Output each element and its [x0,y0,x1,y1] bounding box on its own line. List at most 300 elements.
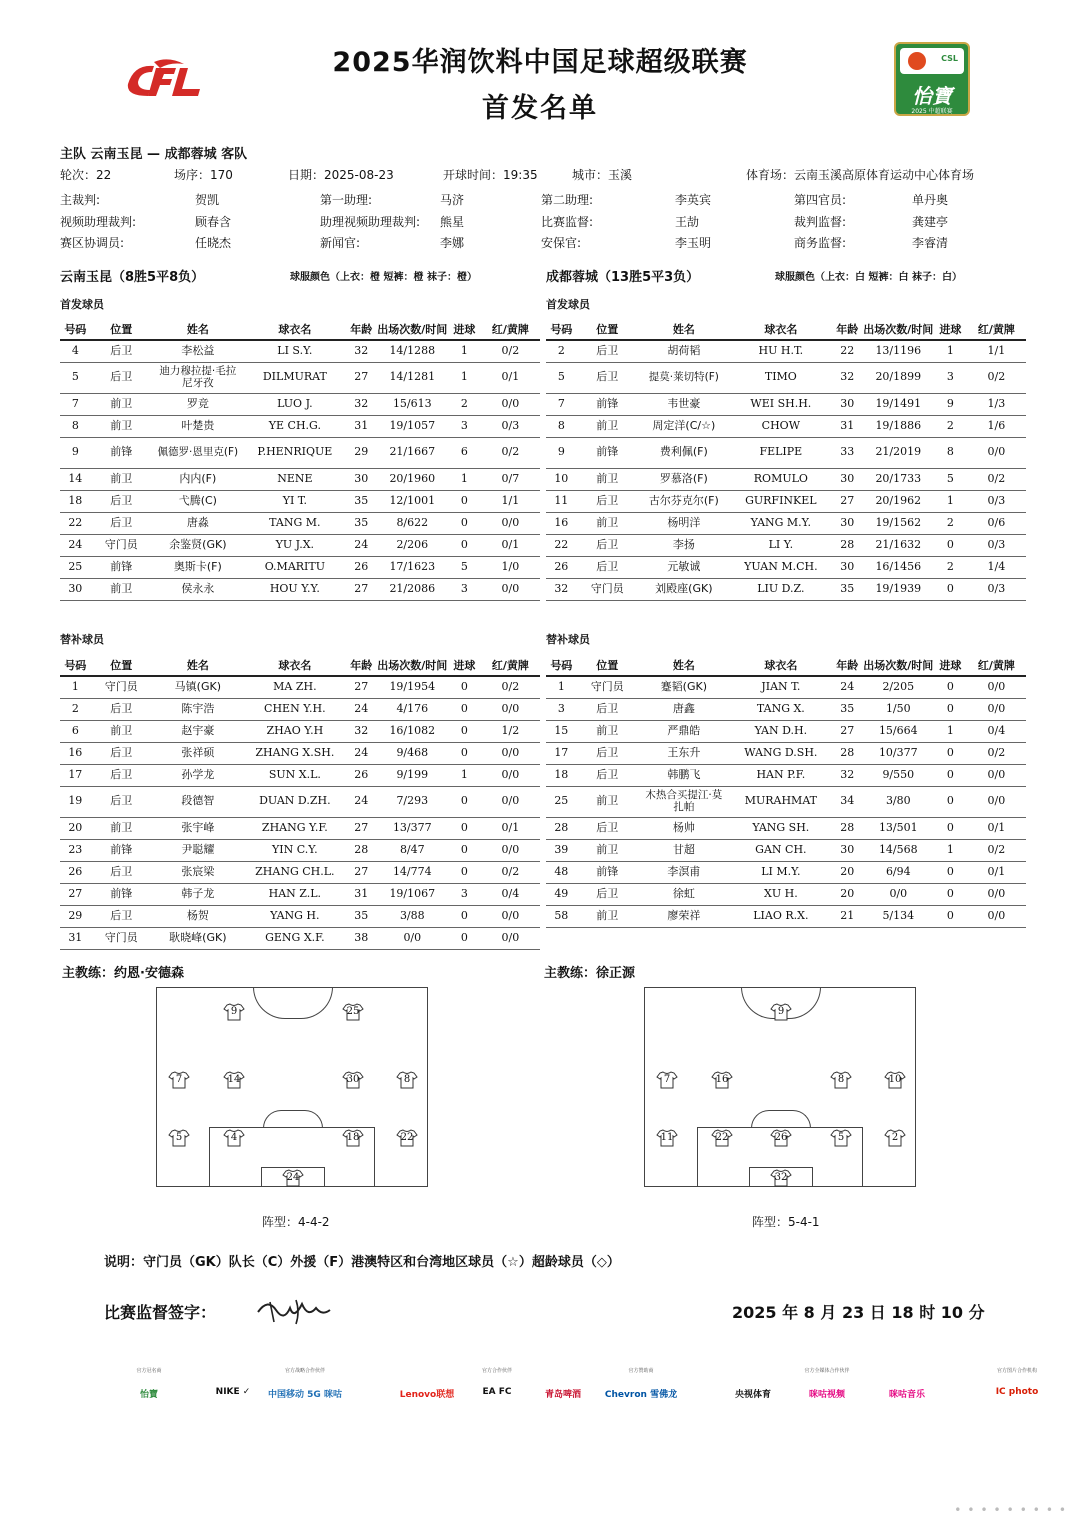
table-cell: 20/1960 [377,468,449,490]
table-cell: 后卫 [91,362,152,393]
table-cell: 27 [346,817,377,839]
table-cell: 1 [934,340,967,362]
table-cell: 2 [934,512,967,534]
table-cell: 0/0 [967,905,1026,927]
table-cell: GURFINKEL [730,490,832,512]
table-row [546,362,1026,393]
player-jersey-icon [770,1129,792,1147]
table-row [546,764,1026,786]
table-cell: 张宇峰 [152,817,244,839]
table-cell: 后卫 [577,742,638,764]
table-cell: 唐鑫 [638,698,730,720]
table-row [546,468,1026,490]
table-cell: 0/0 [481,578,540,600]
table-cell: 甘超 [638,839,730,861]
table-cell: XU H. [730,883,832,905]
table-cell: 32 [832,362,863,393]
column-header: 年龄 [346,318,377,340]
sponsor-logo: NIKE ✓ [215,1387,251,1397]
table-cell: 0/1 [481,534,540,556]
table-cell: 26 [546,556,577,578]
table-cell: FELIPE [730,437,832,468]
table-cell: 1/6 [967,415,1026,437]
home-kit-colors: 球服颜色（上衣：橙 短裤：橙 袜子：橙） [290,272,477,283]
table-cell: 19/1886 [863,415,935,437]
table-cell: 6 [60,720,91,742]
player-jersey-icon [342,1071,364,1089]
player-number: 8 [837,1074,845,1085]
table-cell: 2/206 [377,534,449,556]
table-cell: GENG X.F. [244,927,346,949]
official-label: 商务监督: [794,236,847,250]
table-cell: 35 [832,578,863,600]
table-cell: 18 [60,490,91,512]
table-cell: 0 [934,905,967,927]
table-cell: 7 [546,393,577,415]
table-cell: 1 [448,340,481,362]
table-cell: 21/1667 [377,437,449,468]
table-cell: 27 [346,676,377,698]
table-cell: 1 [546,676,577,698]
table-cell: 1/1 [481,490,540,512]
table-cell: MA ZH. [244,676,346,698]
table-cell: 0/0 [863,883,935,905]
table-cell: 0/0 [967,676,1026,698]
column-header: 出场次数/时间 [863,654,935,676]
table-row [546,340,1026,362]
table-cell: 7/293 [377,786,449,817]
table-cell: 0/0 [481,698,540,720]
table-row [60,720,540,742]
table-cell: 26 [60,861,91,883]
player-jersey-icon [223,1003,245,1021]
table-cell: 后卫 [577,556,638,578]
player-jersey-icon [884,1129,906,1147]
table-cell: 李松益 [152,340,244,362]
table-cell: 后卫 [577,340,638,362]
table-cell: JIAN T. [730,676,832,698]
table-cell: 49 [546,883,577,905]
match-date: 日期：2025-08-23 [288,168,394,182]
sponsor-logo: 咪咕视频 [808,1390,845,1400]
table-cell: 38 [346,927,377,949]
table-cell: 守门员 [577,578,638,600]
player-jersey-icon [223,1129,245,1147]
table-cell: 王东升 [638,742,730,764]
table-cell: 35 [832,698,863,720]
table-cell: 0/0 [967,883,1026,905]
table-cell: 30 [832,393,863,415]
table-cell: 10/377 [863,742,935,764]
table-cell: 22 [546,534,577,556]
table-cell: 前卫 [577,786,638,817]
column-header: 出场次数/时间 [377,318,449,340]
table-cell: 31 [346,415,377,437]
table-cell: 叶楚贵 [152,415,244,437]
official-name: 任晓杰 [195,236,232,250]
table-cell: 3 [448,578,481,600]
table-cell: 后卫 [91,490,152,512]
table-cell: MURAHMAT [730,786,832,817]
kickoff-time: 开球时间：19:35 [443,168,538,182]
table-cell: 后卫 [91,340,152,362]
column-header: 位置 [91,654,152,676]
table-row [60,362,540,393]
table-cell: 25 [546,786,577,817]
table-cell: 32 [832,764,863,786]
column-header: 球衣名 [730,318,832,340]
table-cell: 0/1 [481,362,540,393]
table-cell: 前卫 [577,512,638,534]
table-cell: 1 [448,362,481,393]
table-cell: 28 [832,534,863,556]
table-cell: YAN D.H. [730,720,832,742]
official-name: 李睿清 [912,236,949,250]
table-cell: 19/1939 [863,578,935,600]
player-number: 22 [400,1132,414,1143]
table-cell: 1 [934,839,967,861]
table-cell: 后卫 [91,698,152,720]
table-cell: 32 [546,578,577,600]
table-cell: 赵宇豪 [152,720,244,742]
table-cell: 后卫 [91,764,152,786]
player-jersey-icon [830,1129,852,1147]
table-cell: 6/94 [863,861,935,883]
table-row [546,883,1026,905]
table-row [546,415,1026,437]
csl-ball-icon [908,52,926,70]
column-header: 球衣名 [244,318,346,340]
table-cell: 孙学龙 [152,764,244,786]
table-cell: 27 [346,861,377,883]
table-row [60,764,540,786]
home-starters-label: 首发球员 [60,298,104,311]
official-label: 裁判监督: [794,215,847,229]
table-cell: 13/377 [377,817,449,839]
table-cell: 罗慕洛(F) [638,468,730,490]
official-label: 赛区协调员: [60,236,125,250]
table-cell: 31 [346,883,377,905]
player-number: 7 [175,1074,183,1085]
table-cell: 27 [346,362,377,393]
table-cell: 守门员 [91,534,152,556]
table-cell: 前卫 [91,817,152,839]
table-cell: 0 [448,927,481,949]
table-cell: 0 [934,742,967,764]
table-cell: 前卫 [91,393,152,415]
table-cell: 后卫 [91,905,152,927]
table-cell: 30 [832,512,863,534]
table-cell: 0 [448,839,481,861]
table-cell: 元敏诚 [638,556,730,578]
table-cell: LI M.Y. [730,861,832,883]
player-number: 10 [888,1074,902,1085]
table-cell: 0/2 [481,340,540,362]
table-cell: 佩德罗·恩里克(F) [152,437,244,468]
table-cell: 27 [832,490,863,512]
table-row [60,512,540,534]
table-cell: ZHANG Y.F. [244,817,346,839]
table-row [546,393,1026,415]
table-cell: 2 [934,556,967,578]
table-cell: 前卫 [91,578,152,600]
table-cell: 0/3 [481,415,540,437]
table-cell: 13/1196 [863,340,935,362]
home-formation: 阵型：4-4-2 [262,1215,330,1229]
table-cell: 张祥硕 [152,742,244,764]
table-cell: 10 [546,468,577,490]
table-cell: CHEN Y.H. [244,698,346,720]
table-cell: 8 [934,437,967,468]
table-cell: 3 [934,362,967,393]
table-cell: 3/80 [863,786,935,817]
table-cell: 12/1001 [377,490,449,512]
table-cell: 24 [832,676,863,698]
table-row [60,861,540,883]
table-row [546,512,1026,534]
table-cell: 后卫 [577,764,638,786]
table-cell: 前卫 [91,720,152,742]
table-cell: 20/1962 [863,490,935,512]
table-cell: 0 [934,698,967,720]
sponsor-logo: 央视体育 [734,1390,771,1400]
column-header: 球衣名 [244,654,346,676]
table-cell: 费利佩(F) [638,437,730,468]
table-cell: 0/2 [967,742,1026,764]
official-name: 李娜 [440,236,465,250]
table-cell: 0 [448,817,481,839]
table-cell: 0/0 [967,764,1026,786]
table-cell: LIU D.Z. [730,578,832,600]
table-cell: 2/205 [863,676,935,698]
table-row [60,578,540,600]
table-row [546,839,1026,861]
column-header: 年龄 [832,654,863,676]
table-cell: 15 [546,720,577,742]
table-cell: HAN Z.L. [244,883,346,905]
table-cell: NENE [244,468,346,490]
table-cell: ZHANG X.SH. [244,742,346,764]
column-header: 红/黄牌 [967,654,1026,676]
column-header: 号码 [60,654,91,676]
table-cell: 8 [60,415,91,437]
player-jersey-icon [770,1169,792,1187]
sponsor-role: 官方赞助商 [628,1368,654,1374]
table-cell: 1/3 [967,393,1026,415]
table-cell: 守门员 [577,676,638,698]
table-cell: 韩子龙 [152,883,244,905]
table-cell: 段德智 [152,786,244,817]
table-cell: 16/1082 [377,720,449,742]
table-cell: YI T. [244,490,346,512]
table-cell: 15/664 [863,720,935,742]
table-cell: 27 [60,883,91,905]
table-cell: 0 [448,742,481,764]
table-cell: YANG H. [244,905,346,927]
table-cell: ZHANG CH.L. [244,861,346,883]
player-jersey-icon [223,1071,245,1089]
table-cell: 守门员 [91,676,152,698]
penalty-arc [751,1110,811,1128]
player-number: 5 [175,1132,183,1143]
table-cell: 3 [546,698,577,720]
table-cell: 唐淼 [152,512,244,534]
player-number: 14 [227,1074,241,1085]
official-name: 单丹奥 [912,193,949,207]
table-cell: 前卫 [577,720,638,742]
legend-note: 说明：守门员（GK）队长（C）外援（F）港澳特区和台湾地区球员（☆）超龄球员（◇） [104,1255,620,1270]
table-row [60,742,540,764]
table-cell: 33 [832,437,863,468]
table-cell: P.HENRIQUE [244,437,346,468]
official-label: 第一助理: [320,193,373,207]
table-row [60,393,540,415]
page-title: 2025华润饮料中国足球超级联赛 [332,47,748,78]
home-coach: 主教练：约恩·安德森 [62,966,184,981]
column-header: 位置 [91,318,152,340]
table-cell: 1/4 [967,556,1026,578]
away-formation-pitch [644,987,916,1187]
table-cell: 39 [546,839,577,861]
table-cell: 24 [60,534,91,556]
sponsor-logo: 中国移动 5G 咪咕 [268,1390,342,1400]
table-cell: 34 [832,786,863,817]
sponsor-role: 官方战略合作伙伴 [284,1368,325,1374]
table-cell: 13/501 [863,817,935,839]
table-cell: 0/2 [967,468,1026,490]
official-name: 顾春含 [195,215,232,229]
column-header: 号码 [546,318,577,340]
table-cell: 后卫 [91,742,152,764]
table-cell: 0/0 [481,786,540,817]
player-number: 25 [346,1006,360,1017]
home-subs-table [60,654,540,950]
table-cell: 1/1 [967,340,1026,362]
table-cell: O.MARITU [244,556,346,578]
column-header: 姓名 [152,318,244,340]
table-cell: SUN X.L. [244,764,346,786]
table-cell: 韦世豪 [638,393,730,415]
table-row [60,534,540,556]
player-number: 18 [346,1132,360,1143]
table-cell: 0 [448,676,481,698]
csl-brand: 怡寶 [912,84,952,108]
sponsor-logo: 咪咕音乐 [888,1390,925,1400]
official-name: 李英宾 [675,193,712,207]
table-cell: 9/199 [377,764,449,786]
table-row [546,437,1026,468]
table-cell: 0/1 [967,861,1026,883]
table-cell: 9 [546,437,577,468]
table-cell: LIAO R.X. [730,905,832,927]
table-cell: 58 [546,905,577,927]
table-cell: 30 [832,839,863,861]
table-row [546,490,1026,512]
table-cell: LI S.Y. [244,340,346,362]
table-row [60,556,540,578]
table-cell: 前锋 [91,839,152,861]
column-header: 位置 [577,654,638,676]
table-row [546,534,1026,556]
table-header-row [546,318,1026,340]
table-cell: 0/0 [481,839,540,861]
official-label: 视频助理裁判: [60,215,137,229]
away-team-name: 成都蓉城（13胜5平3负） [546,270,700,285]
table-cell: 0/2 [481,437,540,468]
table-cell: 前锋 [91,556,152,578]
table-row [546,817,1026,839]
home-starters-table [60,318,540,601]
table-cell: 杨帅 [638,817,730,839]
table-cell: 1/0 [481,556,540,578]
player-jersey-icon [884,1071,906,1089]
table-cell: 前卫 [91,415,152,437]
match-number: 场序：170 [174,168,233,182]
table-cell: 32 [346,340,377,362]
table-cell: 26 [346,764,377,786]
table-cell: 6 [448,437,481,468]
table-cell: 前卫 [577,839,638,861]
table-cell: 后卫 [577,534,638,556]
table-cell: 0 [934,817,967,839]
table-cell: 3 [448,883,481,905]
table-cell: 后卫 [577,362,638,393]
signature-datetime: 2025 年 8 月 23 日 18 时 10 分 [732,1303,985,1322]
table-cell: 24 [346,534,377,556]
table-cell: 罗竞 [152,393,244,415]
player-number: 26 [774,1132,788,1143]
table-cell: 8/47 [377,839,449,861]
table-cell: 20/1733 [863,468,935,490]
table-cell: 0 [448,720,481,742]
player-number: 16 [715,1074,729,1085]
table-cell: 张宸梁 [152,861,244,883]
sponsor-role: 官方图片合作机构 [996,1368,1037,1374]
table-cell: 15/613 [377,393,449,415]
table-cell: 27 [832,720,863,742]
table-cell: 0/0 [967,437,1026,468]
table-cell: 21/2086 [377,578,449,600]
table-cell: 20 [832,861,863,883]
table-cell: 14 [60,468,91,490]
column-header: 进球 [448,318,481,340]
table-cell: 杨明洋 [638,512,730,534]
sponsor-logo: EA FC [482,1387,512,1397]
official-label: 安保官: [541,236,582,250]
official-name: 贺凯 [195,193,220,207]
table-cell: 32 [346,720,377,742]
sponsor-logo: 青岛啤酒 [544,1390,581,1400]
city: 城市：玉溪 [572,168,633,182]
table-cell: 28 [832,742,863,764]
player-number: 9 [230,1006,238,1017]
table-cell: 古尔芬克尔(F) [638,490,730,512]
player-number: 4 [230,1132,238,1143]
table-cell: 29 [60,905,91,927]
table-cell: 李扬 [638,534,730,556]
table-cell: YIN C.Y. [244,839,346,861]
table-cell: 19 [60,786,91,817]
table-row [546,676,1026,698]
table-cell: 22 [60,512,91,534]
table-row [546,861,1026,883]
table-cell: 胡荷韬 [638,340,730,362]
table-cell: 前锋 [577,861,638,883]
table-cell: 17 [546,742,577,764]
sponsor-logo: 怡寶 [139,1390,158,1400]
table-cell: YU J.X. [244,534,346,556]
player-number: 11 [660,1132,674,1143]
